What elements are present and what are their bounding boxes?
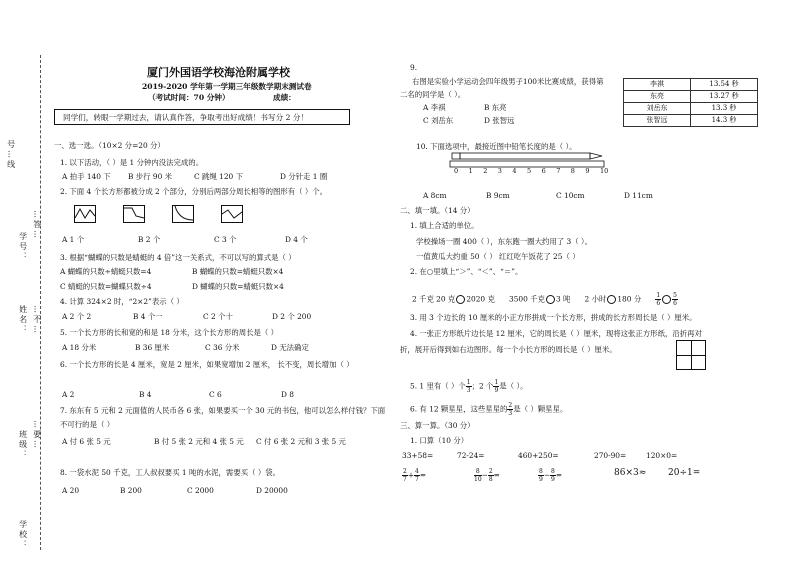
compare-left: 3500 千克: [509, 294, 545, 304]
question-9-cont: 二名的同学是（ ）。: [400, 90, 466, 99]
compare-circle[interactable]: [546, 295, 555, 304]
binding-text: …不…: [32, 305, 42, 335]
fraction: $\frac{1}{6}$: [656, 292, 661, 307]
calc-item: 33+58=: [402, 451, 434, 460]
option: A 付 6 张 5 元: [62, 437, 111, 446]
section-heading: 三、算一算。（30 分）: [400, 421, 475, 430]
option: B 付 5 张 2 元和 4 张 5 元: [154, 437, 244, 446]
fraction: $\frac{1}{3}$: [466, 379, 471, 394]
option: B 2 个: [138, 235, 161, 244]
binding-text: …答…: [32, 210, 42, 240]
compare-row: [412, 292, 678, 307]
table-cell: 东亮: [624, 91, 691, 103]
calc-item: 72-24=: [457, 451, 485, 460]
option: B 4 个一: [133, 312, 163, 321]
compare-circle[interactable]: [456, 295, 465, 304]
option: A 20: [62, 486, 80, 495]
table-cell: 张智远: [624, 115, 691, 127]
ruler-tick-label: 6: [541, 167, 546, 175]
option: D 11cm: [624, 191, 653, 200]
option: C 3 个: [214, 235, 237, 244]
table-row: [624, 103, 758, 115]
student-number-label: 学号：: [18, 232, 28, 262]
calc-item: 120×0=: [646, 451, 678, 460]
option: C 付 6 张 2 元和 3 张 5 元: [256, 437, 346, 446]
option: D 张智远: [484, 116, 515, 125]
option: C 蜻蜓的只数=蝴蝶只数÷4: [60, 282, 152, 291]
rectangle-figure-c: [172, 205, 194, 223]
option: B 9cm: [486, 191, 510, 200]
option: B 200: [120, 486, 142, 495]
notice-box: [54, 109, 350, 125]
option: B 东亮: [484, 103, 507, 112]
table-cell: 14.3 秒: [691, 115, 758, 127]
fill-6: 6. 有 12 颗星星，这些星星的 $\frac{2}{3}$ 是（ ）颗星星。: [410, 402, 568, 417]
compare-circle[interactable]: [662, 295, 671, 304]
question-10: 10. 下面选项中，最接近图中铅笔长度的是（ ）。: [416, 142, 577, 151]
binding-text: …要…: [32, 420, 42, 450]
table-cell: 李祺: [624, 79, 691, 91]
section-heading: 二、填一填。（14 分）: [400, 206, 475, 215]
section-heading: 一、选一选。（10×2 分=20 分）: [54, 141, 165, 150]
score-label: 成绩：: [273, 93, 296, 102]
compare-right: 2020 克: [466, 294, 495, 304]
option: C 2000: [187, 486, 214, 495]
option: C 6: [209, 390, 222, 399]
question-8: 8. 一袋水泥 50 千克，工人叔叔要买 1 吨的水泥，需要买（ ）袋。: [60, 468, 281, 477]
question-7-cont: 不可行的是（ ）: [60, 420, 115, 429]
fill-4-cont: 折，展开后得到如右边图形。每一个小长方形的周长是（ ）厘米。: [400, 345, 617, 354]
ruler-tick-label: 2: [483, 167, 488, 175]
exam-title: 厦门外国语学校海沧附属学校: [147, 66, 290, 79]
question-1: 1. 以下活动，（ ）是 1 分钟内没法完成的。: [60, 158, 204, 167]
option: D 20000: [256, 486, 288, 495]
ruler-tick-label: 9: [585, 167, 590, 175]
option: D 2 个 200: [272, 312, 312, 321]
ruler-tick-label: 4: [512, 167, 517, 175]
rectangle-figure-b: [123, 205, 145, 223]
fill-1b: 一值黄瓜大约重 50（ ） 红红吃午饭花了 25（ ）: [416, 252, 580, 261]
question-5: 5. 一个长方形的长和宽的和是 18 分米，这个长方形的周长是（ ）: [60, 328, 279, 337]
compare-left: 2 小时: [584, 294, 607, 304]
question-9: 右图是实验小学运动会四年级男子100米比赛成绩，获得第: [412, 77, 604, 86]
ruler-tick-label: 8: [570, 167, 575, 175]
option: C 刘岳东: [423, 116, 454, 125]
ruler-tick-label: 7: [556, 167, 561, 175]
option: D 无法确定: [271, 343, 309, 352]
option: A 拍手 140 下: [62, 172, 111, 181]
option: B 步行 90 米: [128, 172, 173, 181]
compare-left: 2 千克 20 克: [412, 294, 456, 304]
option: D 分针走 1 圈: [280, 172, 328, 181]
ruler-tick-label: 1: [468, 167, 473, 175]
ruler-tick-label: 3: [497, 167, 502, 175]
table-cell: 13.54 秒: [691, 79, 758, 91]
student-name-label: 姓名：: [18, 305, 28, 335]
option: A 2: [62, 390, 75, 399]
school-label: 学校：: [18, 520, 28, 550]
option: B 36 厘米: [135, 343, 170, 352]
option: C 36 分米: [205, 343, 240, 352]
option: A 18 分米: [62, 343, 97, 352]
class-label: 班级：: [18, 430, 28, 460]
fill-4: 4. 一张正方形纸片边长是 12 厘米，它的周长是（ ）厘米，现将这张正方形纸，沿折再对: [410, 329, 702, 338]
option: A 李祺: [423, 103, 446, 112]
binding-line: [40, 55, 41, 550]
option: A 1 个: [62, 235, 85, 244]
option: D 4 个: [285, 235, 308, 244]
option: B 蝴蝶的只数=蜻蜓只数×4: [192, 267, 284, 276]
question-7: 7. 东东有 5 元和 2 元面值的人民币各 6 张，如果要买一个 30 元的书包，他可以怎么样付钱？下面: [60, 406, 386, 415]
calc-item: 270-90=: [594, 451, 627, 460]
notice-text: 同学们，转眼一学期过去，请认真作答，争取考出好成绩！书写分 2 分！: [63, 113, 309, 122]
calc-item: 20÷1=: [668, 468, 701, 478]
ruler-tick-label: 10: [600, 167, 609, 175]
exam-subtitle: 2019-2020 学年第一学期三年级数学期末测试卷: [142, 82, 312, 91]
calc-fraction-item: $\frac{8}{9}$ − $\frac{8}{9}$ =: [539, 468, 563, 483]
question-2: 2. 下面 4 个长方形都被分成 2 个部分，分别后两部分周长相等的图形有（ ）个。: [60, 187, 328, 196]
question-6: 6. 一个长方形的长是 4 厘米，宽是 2 厘米，如果宽增加 2 厘米， 长不变，周长增加（ ）: [60, 360, 354, 369]
fill-3: 3. 用 3 个边长的 10 厘米的小正方形拼成一个长方形，拼成的长方形周长是（ ）厘米。: [410, 313, 697, 322]
option: C 2 个十: [203, 312, 233, 321]
table-cell: 刘岳东: [624, 103, 691, 115]
option: C 10cm: [556, 191, 585, 200]
fill-1a: 学校操场一圈 400（ ），东东跑一圈大约用了 3（ ）。: [416, 237, 593, 246]
option: D 蝴蝶的只数=蜻蜓只数×4: [192, 282, 284, 291]
binding-text: 号…线: [6, 140, 16, 170]
rectangle-figure-a: [74, 205, 96, 223]
calc-heading: 1. 口算（10 分）: [410, 436, 469, 445]
compare-right: 180 分: [617, 294, 642, 304]
fill-5: 5. 1 里有（ ）个 $\frac{1}{3}$ ；2 个 $\frac{1}{9}$ 是（ ）。: [410, 379, 528, 394]
table-cell: 13.3 秒: [691, 103, 758, 115]
table-row: [624, 91, 758, 103]
rectangle-figure-d: [221, 205, 243, 223]
option: B 4: [139, 390, 152, 399]
exam-time: （考试时间：70 分钟）: [148, 93, 230, 102]
option: A 8cm: [423, 191, 447, 200]
ruler-tick-label: 5: [527, 167, 532, 175]
question-9-number: 9.: [410, 63, 418, 72]
table-cell: 13.27 秒: [691, 91, 758, 103]
folded-square-figure: [676, 340, 706, 370]
fill-1: 1. 填上合适的单位。: [410, 221, 479, 230]
question-3: 3. 根据“蝴蝶的只数是蜻蜓的 4 倍”这一关系式，不可以写的算式是（ ）: [60, 253, 296, 262]
option: C 跳绳 120 下: [194, 172, 243, 181]
compare-circle[interactable]: [607, 295, 616, 304]
fraction: $\frac{5}{6}$: [673, 292, 677, 307]
ruler-figure: [446, 150, 608, 178]
calc-fraction-item: $\frac{2}{7}$ + $\frac{4}{7}$ =: [403, 468, 427, 483]
calc-fraction-item: $\frac{8}{10}$ − $\frac{2}{8}$ =: [474, 468, 500, 483]
calc-item: 86×3≈: [614, 468, 647, 478]
table-row: [624, 79, 758, 91]
option: A 蝴蝶的只数÷蜻蜓只数=4: [60, 267, 152, 276]
calc-item: 460+250=: [518, 451, 559, 460]
table-row: [624, 115, 758, 127]
option: D 8: [281, 390, 294, 399]
question-4: 4. 计算 324×2 时，“2×2”表示（ ）: [60, 297, 184, 306]
race-results-table: [623, 78, 758, 127]
fraction: $\frac{1}{9}$: [494, 379, 499, 394]
fill-2: 2. 在○里填上“＞”、“＜”、“＝”。: [410, 267, 523, 276]
fraction: $\frac{2}{3}$: [508, 402, 513, 417]
ruler-tick-label: 0: [454, 167, 459, 175]
compare-right: 3 吨: [555, 294, 571, 304]
option: A 2 个 2: [62, 312, 92, 321]
